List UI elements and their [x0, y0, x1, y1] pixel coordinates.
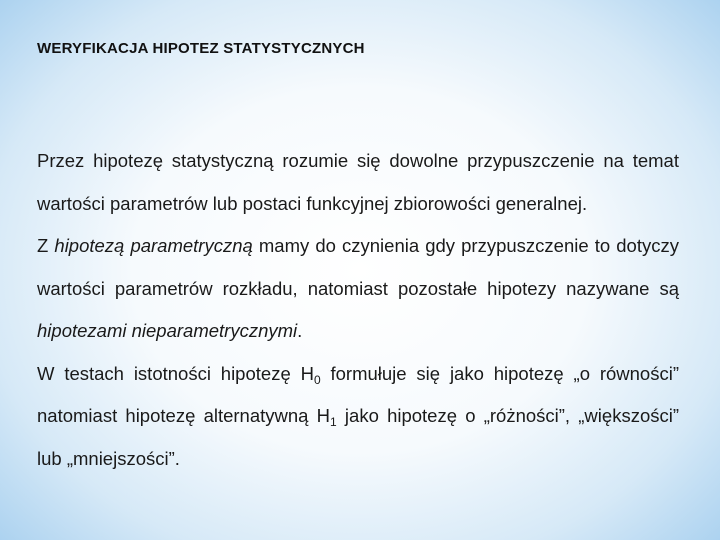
term-nonparametric-hypotheses: hipotezami nieparametrycznymi	[37, 320, 298, 341]
text-segment: W testach istotności hipotezę H	[37, 362, 314, 384]
text-segment: jako hipotezę o „różności”, „większości” lub „mniejszości”.	[37, 405, 679, 469]
paragraph-definition: Przez hipotezę statystyczną rozumie się dowolne przypuszczenie na temat wartości parametrów lub postaci funkcyjnej zbiorowości generalnej.	[37, 150, 679, 214]
subscript-0: 0	[313, 372, 321, 387]
text-segment: mamy do czynienia gdy przypuszczenie to dotyczy wartości parametrów rozkładu, natomiast pozostałe hipotezy nazywane są	[37, 235, 679, 299]
subscript-1: 1	[330, 415, 337, 429]
slide-title: WERYFIKACJA HIPOTEZ STATYSTYCZNYCH	[37, 40, 365, 57]
text-segment: formułuje się jako hipotezę „o równości” natomiast hipotezę alternatywną H	[37, 362, 679, 426]
paragraph-significance-tests	[37, 353, 679, 481]
text-segment: Z	[37, 235, 55, 256]
text-segment: .	[297, 320, 303, 341]
slide-body	[37, 140, 679, 480]
term-parametric-hypothesis: hipotezą parametryczną	[54, 235, 253, 256]
paragraph-parametric	[37, 225, 679, 353]
